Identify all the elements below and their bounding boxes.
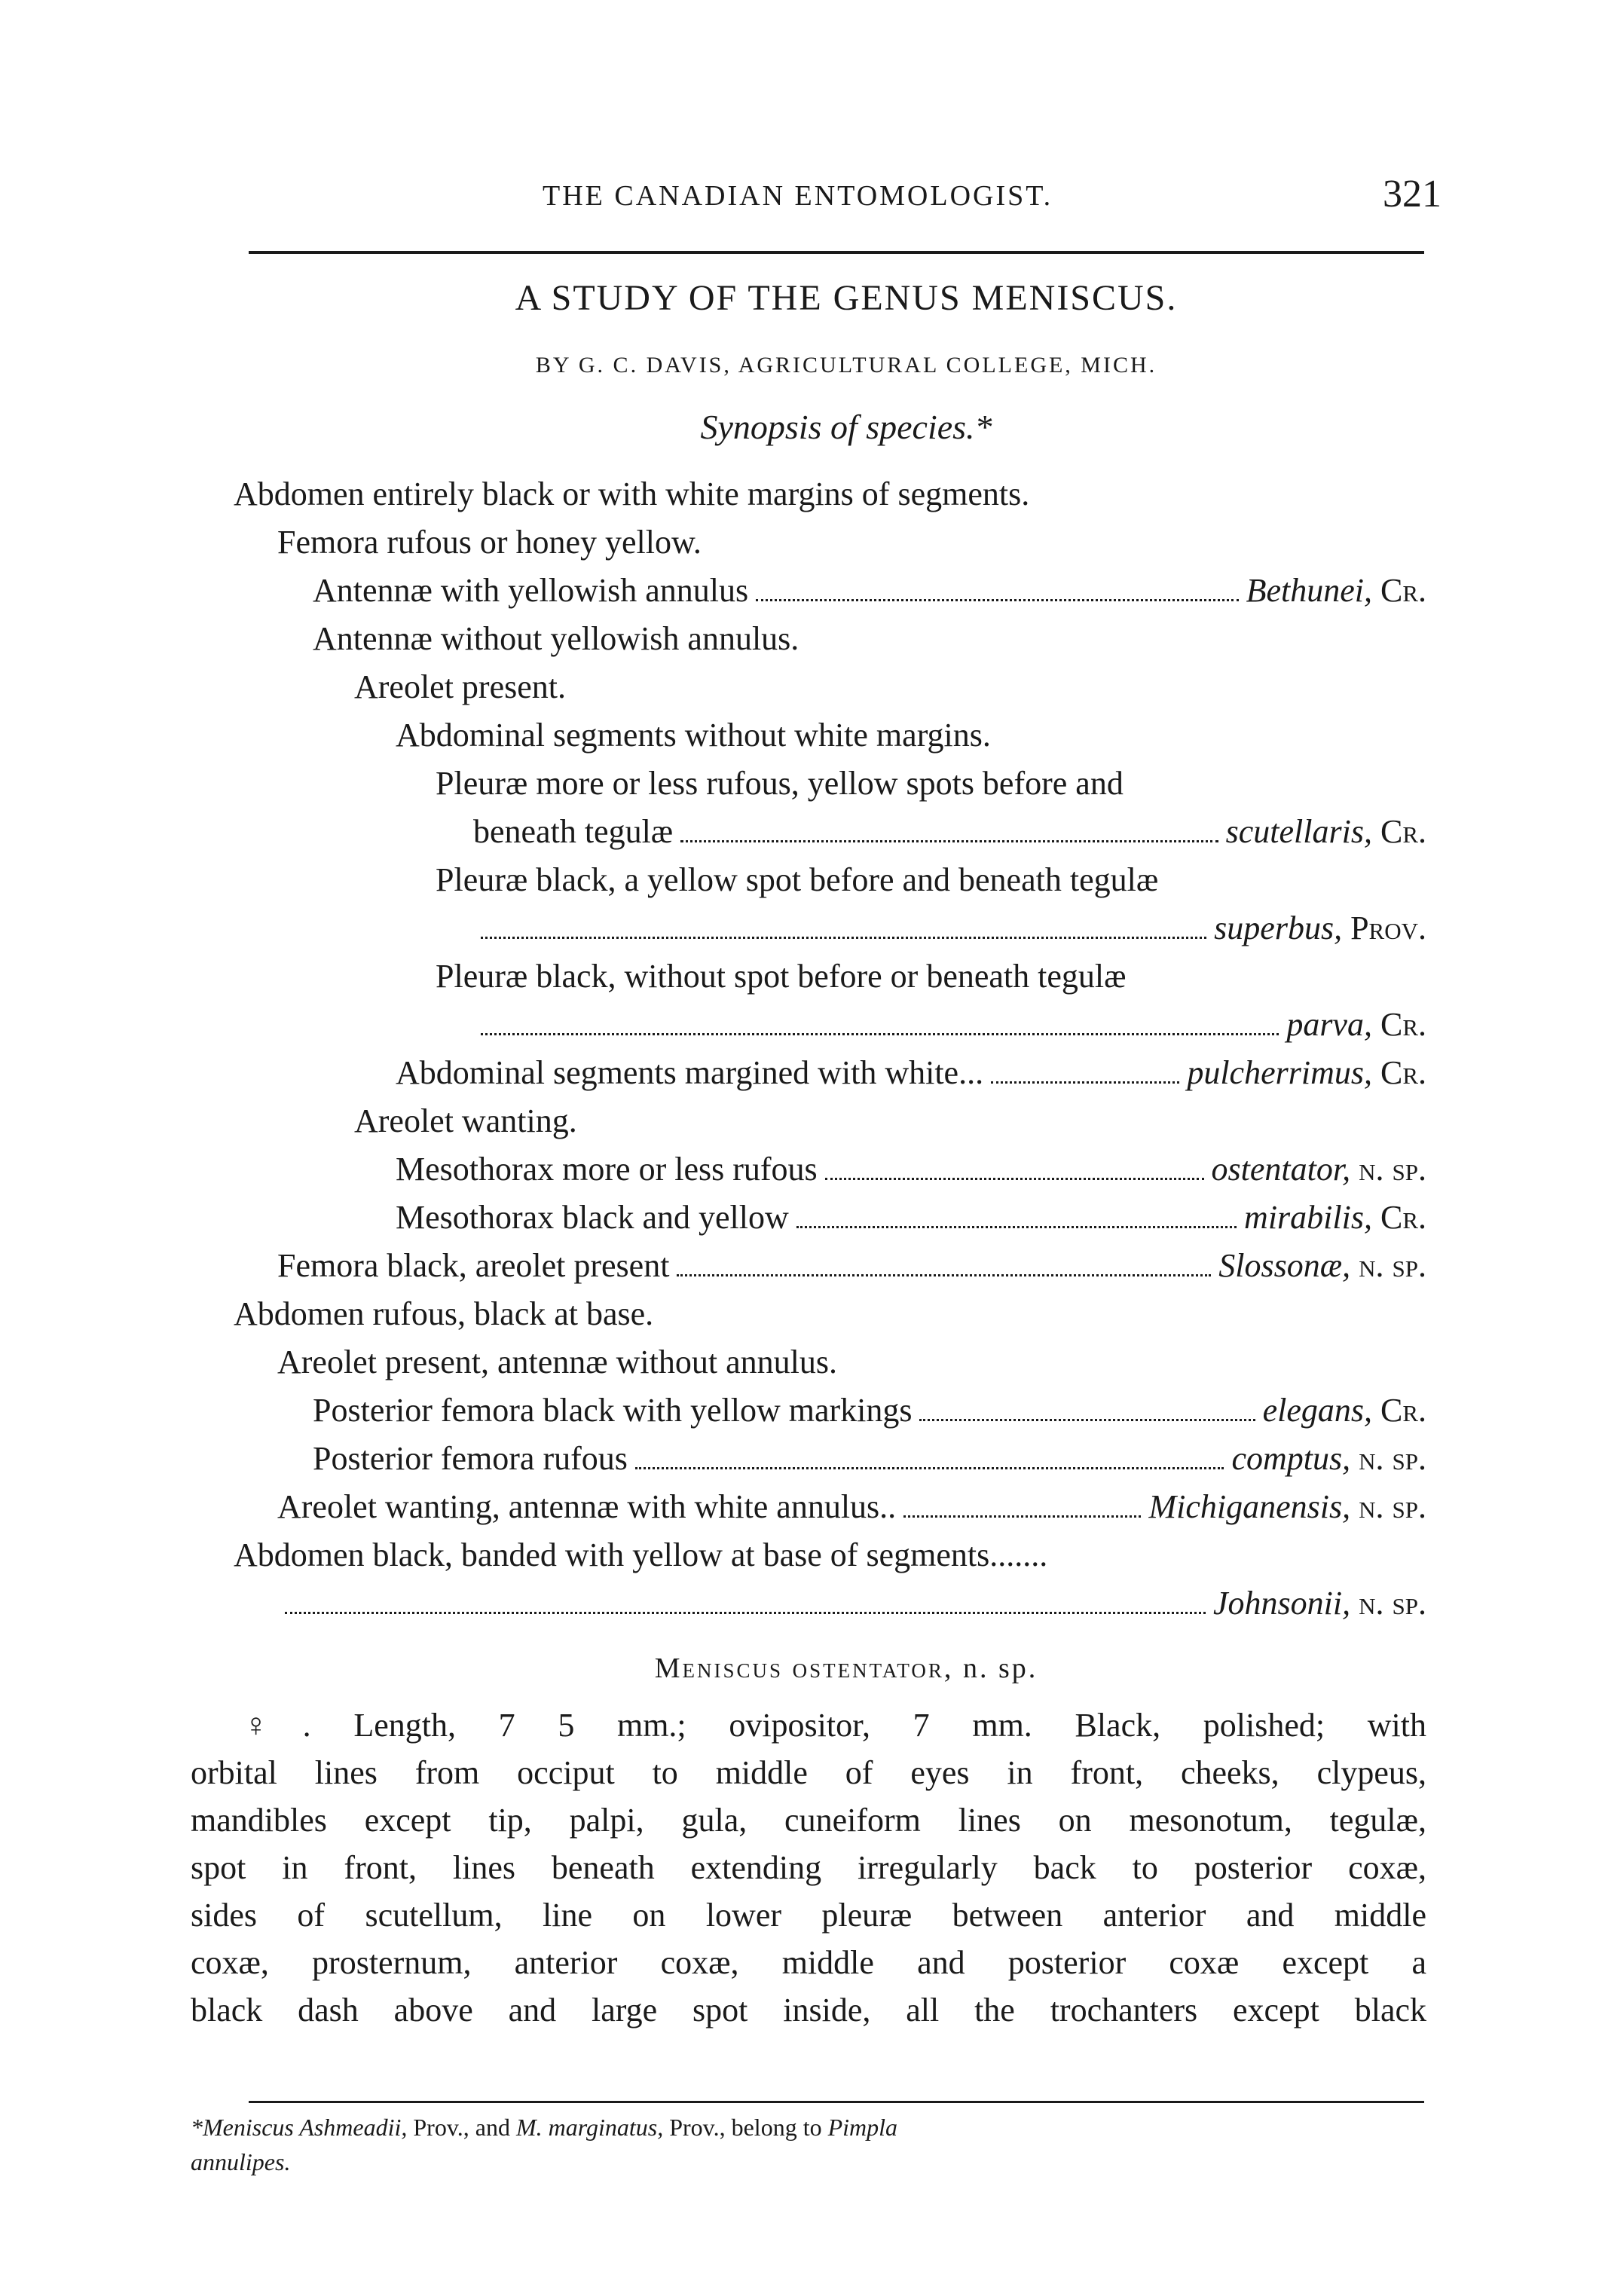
taxon-name: Bethunei, xyxy=(1246,572,1372,609)
leader-dots xyxy=(991,1081,1179,1084)
leader-dots xyxy=(285,1612,1206,1614)
synopsis-heading: Synopsis of species.* xyxy=(700,408,992,446)
page-number: 321 xyxy=(1383,173,1441,216)
footnote-text: Prov., belong to xyxy=(663,2114,828,2141)
taxon-name: superbus, xyxy=(1214,910,1343,946)
taxon-authority: Cr. xyxy=(1380,813,1426,850)
key-line xyxy=(277,523,702,561)
key-text: Areolet present, antennæ without annulus. xyxy=(277,1344,837,1380)
taxon-authority: Cr. xyxy=(1380,572,1426,609)
key-text: Antennæ with yellowish annulus xyxy=(313,572,749,609)
description-line: ♀. Length, 7 5 mm.; ovipositor, 7 mm. Black, polished; with xyxy=(243,1707,1426,1744)
key-text: Mesothorax black and yellow xyxy=(396,1199,789,1236)
footnote-text: Prov., and xyxy=(407,2114,516,2141)
species-name: Meniscus ostentator, xyxy=(654,1652,954,1684)
taxon-authority: Cr. xyxy=(1380,1054,1426,1091)
key-text: Femora black, areolet present xyxy=(277,1247,670,1284)
key-text: Abdominal segments margined with white... xyxy=(396,1054,984,1091)
key-text: Pleuræ more or less rufous, yellow spots before and xyxy=(436,765,1124,802)
key-line xyxy=(396,1150,1426,1188)
taxon-authority: Prov. xyxy=(1350,910,1426,946)
key-text: Mesothorax more or less rufous xyxy=(396,1151,818,1188)
key-line xyxy=(313,1391,1426,1429)
footnote-taxon: Pimpla xyxy=(827,2114,898,2141)
leader-dots xyxy=(635,1467,1224,1469)
key-text: Areolet wanting, antennæ with white annulus.. xyxy=(277,1488,897,1525)
key-line xyxy=(277,1487,1426,1526)
taxon-name: scutellaris, xyxy=(1225,813,1372,850)
taxon-name: elegans, xyxy=(1262,1392,1372,1429)
species-description-heading xyxy=(0,1652,1602,1685)
taxon-name: pulcherrimus, xyxy=(1187,1054,1372,1091)
key-text: Posterior femora rufous xyxy=(313,1440,628,1477)
taxon-name: mirabilis, xyxy=(1244,1199,1372,1236)
footnote-line xyxy=(191,2145,1426,2179)
article-title: A STUDY OF THE GENUS MENISCUS. xyxy=(515,278,1178,318)
key-line xyxy=(473,909,1426,947)
leader-dots xyxy=(680,840,1218,842)
taxon-name: Michiganensis, xyxy=(1148,1488,1351,1525)
taxon-name: ostentator, xyxy=(1211,1151,1351,1188)
description-line: mandibles except tip, palpi, gula, cuneiform lines on mesonotum, tegulæ, xyxy=(191,1802,1426,1839)
key-line xyxy=(396,1198,1426,1237)
key-line xyxy=(436,861,1158,899)
taxon-authority: n. sp. xyxy=(1359,1488,1426,1525)
key-text: Pleuræ black, a yellow spot before and beneath tegulæ xyxy=(436,861,1159,898)
taxon-name: Johnsonii, xyxy=(1213,1585,1351,1622)
taxon-authority: Cr. xyxy=(1380,1392,1426,1429)
taxon-authority: n. sp. xyxy=(1359,1585,1426,1622)
taxon-name: comptus, xyxy=(1231,1440,1351,1477)
key-line xyxy=(234,1295,653,1333)
footnote-rule xyxy=(249,2101,1424,2103)
taxon-authority: n. sp. xyxy=(1359,1440,1426,1477)
key-text: Abdominal segments without white margins. xyxy=(396,717,991,754)
leader-dots xyxy=(481,1033,1279,1035)
key-line xyxy=(277,1343,837,1381)
key-line xyxy=(436,764,1124,803)
species-description xyxy=(191,1701,1426,2034)
leader-dots xyxy=(481,937,1206,939)
taxon-name: Slossonæ, xyxy=(1218,1247,1351,1284)
key-line xyxy=(234,1536,1047,1574)
key-line xyxy=(396,1053,1426,1092)
leader-dots xyxy=(825,1178,1204,1180)
key-line xyxy=(436,957,1126,995)
key-line xyxy=(313,1439,1426,1478)
byline: BY G. C. DAVIS, AGRICULTURAL COLLEGE, MICH. xyxy=(535,353,1157,378)
footnote-taxon: M. marginatus, xyxy=(515,2114,664,2141)
key-text: Areolet wanting. xyxy=(354,1102,577,1139)
leader-dots xyxy=(756,599,1238,601)
key-text: Posterior femora black with yellow markings xyxy=(313,1392,913,1429)
description-line: orbital lines from occiput to middle of eyes in front, cheeks, clypeus, xyxy=(191,1754,1426,1791)
key-line xyxy=(354,1102,577,1140)
key-line xyxy=(354,668,566,706)
footnote xyxy=(191,2110,1426,2179)
taxon-authority: n. sp. xyxy=(1359,1151,1426,1188)
key-text: Femora rufous or honey yellow. xyxy=(277,524,702,561)
key-line xyxy=(313,619,799,658)
key-text: beneath tegulæ xyxy=(473,813,674,850)
taxon-authority: Cr. xyxy=(1380,1199,1426,1236)
key-line xyxy=(313,571,1426,610)
key-line xyxy=(234,475,1029,513)
leader-dots xyxy=(677,1274,1211,1276)
taxon-authority: Cr. xyxy=(1380,1006,1426,1043)
taxon-name: parva, xyxy=(1286,1006,1372,1043)
key-text: Abdomen entirely black or with white margins of segments. xyxy=(234,475,1030,512)
description-line: coxæ, prosternum, anterior coxæ, middle and posterior coxæ except a xyxy=(191,1944,1426,1981)
key-text: Antennæ without yellowish annulus. xyxy=(313,620,799,657)
description-line: sides of scutellum, line on lower pleuræ between anterior and middle xyxy=(191,1897,1426,1934)
key-line xyxy=(473,812,1426,851)
key-text: Abdomen rufous, black at base. xyxy=(234,1295,654,1332)
new-species-marker: n. sp. xyxy=(962,1652,1038,1684)
key-line xyxy=(277,1246,1426,1285)
key-text: Abdomen black, banded with yellow at base of segments....... xyxy=(234,1536,1048,1573)
taxon-authority: n. sp. xyxy=(1359,1247,1426,1284)
key-line xyxy=(396,716,991,754)
key-text: Pleuræ black, without spot before or beneath tegulæ xyxy=(436,958,1127,995)
footnote-taxon: *Meniscus Ashmeadii, xyxy=(191,2114,408,2141)
leader-dots xyxy=(919,1419,1255,1421)
key-line xyxy=(277,1584,1426,1622)
footnote-line xyxy=(191,2110,1426,2145)
footnote-taxon: annulipes. xyxy=(191,2148,291,2175)
description-line: spot in front, lines beneath extending irregularly back to posterior coxæ, xyxy=(191,1849,1426,1886)
description-line: black dash above and large spot inside, all the trochanters except black xyxy=(191,1992,1426,2028)
key-line xyxy=(473,1005,1426,1044)
leader-dots xyxy=(903,1515,1141,1518)
key-text: Areolet present. xyxy=(354,668,566,705)
running-title: THE CANADIAN ENTOMOLOGIST. xyxy=(543,180,1053,212)
leader-dots xyxy=(796,1226,1237,1228)
